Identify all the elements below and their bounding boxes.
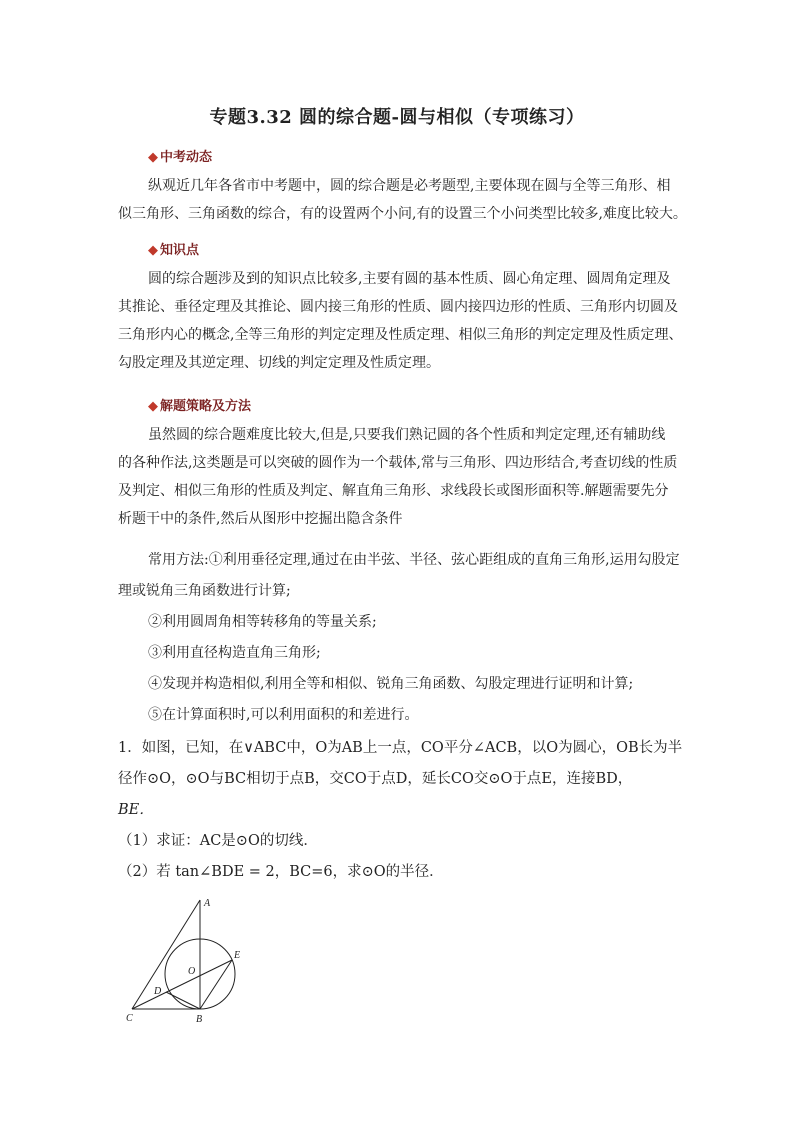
method-item: ②利用圆周角相等转移角的等量关系; (148, 614, 377, 630)
text-line: 虽然圆的综合题难度比较大,但是,只要我们熟记圆的各个性质和判定定理,还有辅助线 (148, 427, 666, 443)
heading-text: 知识点 (160, 243, 200, 258)
question-line: BE． (118, 802, 154, 818)
heading-text: 解题策略及方法 (160, 399, 252, 414)
text-line: 勾股定理及其逆定理、切线的判定定理及性质定理。 (118, 355, 440, 371)
text-line: 及判定、相似三角形的性质及判定、解直角三角形、求线段长或图形面积等.解题需要先分 (118, 483, 669, 499)
diamond-icon: ◆ (148, 399, 158, 414)
segment-bd (166, 992, 200, 1009)
section-heading-dynamics (148, 146, 212, 165)
method-item: ③利用直径构造直角三角形; (148, 645, 321, 661)
section-heading-strategy (148, 395, 251, 414)
question-part-2: （2）若 tan∠BDE = 2，BC=6，求⊙O的半径． (118, 864, 444, 880)
page-title: 专题3.32 圆的综合题-圆与相似（专项练习） (209, 107, 585, 128)
text-line: 似三角形、三角函数的综合，有的设置两个小问,有的设置三个小问类型比较多,难度比较大。 (118, 206, 687, 222)
question-part-1: （1）求证：AC是⊙O的切线． (118, 833, 318, 849)
question-line: 1．如图，已知，在∨ABC中，O为AB上一点，CO平分∠ACB，以O为圆心，OB长为半 (118, 740, 683, 756)
text-line: 其推论、垂径定理及其推论、圆内接三角形的性质、圆内接四边形的性质、三角形内切圆及 (118, 299, 678, 315)
label-o: O (188, 966, 196, 977)
label-d: D (154, 986, 162, 997)
question-1 (118, 733, 683, 888)
label-b: B (196, 1014, 203, 1025)
label-a: A (204, 898, 211, 909)
heading-text: 中考动态 (160, 150, 213, 165)
paragraph-strategy (118, 421, 678, 533)
geometry-figure (118, 890, 258, 1030)
text-line: 理或锐角三角函数进行计算; (118, 583, 291, 599)
text-line: 圆的综合题涉及到的知识点比较多,主要有圆的基本性质、圆心角定理、圆周角定理及 (148, 271, 671, 287)
text-line: 纵观近几年各省市中考题中，圆的综合题是必考题型,主要体现在圆与全等三角形、相 (148, 178, 671, 194)
text-line: 析题干中的条件,然后从图形中挖掘出隐含条件 (118, 511, 403, 527)
text-line: 的各种作法,这类题是可以突破的圆作为一个载体,常与三角形、四边形结合,考查切线的性质 (118, 455, 678, 471)
paragraph-knowledge (118, 265, 683, 377)
question-line: 径作⊙O，⊙O与BC相切于点B，交CO于点D，延长CO交⊙O于点E，连接BD， (118, 771, 633, 787)
diamond-icon: ◆ (148, 243, 158, 258)
text-line: 三角形内心的概念,全等三角形的判定定理及性质定理、相似三角形的判定定理及性质定理、 (118, 327, 683, 343)
paragraph-dynamics (118, 172, 687, 228)
label-c: C (126, 1013, 133, 1024)
diamond-icon: ◆ (148, 150, 158, 165)
method-item: ⑤在计算面积时,可以利用面积的和差进行。 (148, 707, 419, 723)
label-e: E (234, 950, 241, 961)
paragraph-methods (118, 545, 678, 731)
section-heading-knowledge (148, 239, 199, 258)
method-item: ④发现并构造相似,利用全等和相似、锐角三角函数、勾股定理进行证明和计算; (148, 676, 634, 692)
text-line: 常用方法:①利用垂径定理,通过在由半弦、半径、弦心距组成的直角三角形,运用勾股定 (148, 552, 680, 568)
